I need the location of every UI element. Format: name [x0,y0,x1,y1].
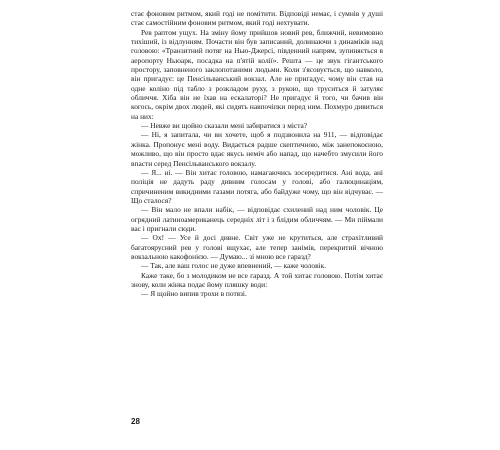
body-text [131,9,383,299]
paragraph: Каже таке, бо з молодиком не все гаразд. А той хитає головою. Потім хитає знову, коли жінка подає йому пляшку води: [131,270,383,289]
paragraph: — Ні, я запитала, чи ви хочете, щоб я подзвонила на 911, — відповідає жінка. Пропонує мені воду. Видається радше скептичною, між занепокоєною, можливо, що він просто вдає якусь неміч або напад, що начебто змусили його впасти серед Пенсільванського вокзалу. [131,130,383,168]
paragraph: Рев раптом ущух. На зміну йому прийшов новий рев, ближчий, невимовно тихіший, із відлунням. Почасти він був записаний, долинаючи з динаміків над головою: «Транзитний потяг на Нью-Джерсі, південний напрям, зупиняється в аеропорту Ньюарк, посадка на п'ятій колії». Решта — це звук гігантського простору, заповненого заклопотаними людьми. Коли з'ясовується, що навколо, він пригадує: це Пенсільванський вокзал. Але не пригадує, чому він став на одне коліно під табло з розкладом руху, з рукою, що труситься й затуляє обличчя. Хіба він не їхав на ескалаторі? Не пригадує й того, чи бачив він когось, окрім двох людей, які сидять навпочіпки перед ним. Похмуро дивиться на них: [131,27,383,121]
paragraph: — Невже ви щойно сказали мені забиратися з міста? [141,121,308,131]
paragraph: — Я щойно випив трохи в потязі. [141,289,247,299]
paragraph: — Ох! — Усе й досі дивне. Світ уже не крутиться, але страхітливий багатоярусний рев у голові вщухає, але тепер занімів, перекритий вічною вокзальною какофонією. — Думаю... зі мною все гаразд? [131,233,383,261]
paragraph: — Так, але ваш голос не дуже впевнений, — каже чоловік. [141,261,327,271]
paragraph: — Він мало не впали набік, — відповідає схилений над ним чоловік. Це огрядний латиноамериканець середніх літ і з блідим обличчям. — Ми піймали вас і пригнали сюди. [131,205,383,233]
page-number: 28 [131,417,140,426]
paragraph: — Я... ні. — Він хитає головою, намагаючись зосередитися. Ані вода, ані поліція не дадуть раду дивним голосам у голові, або галюцинаціям, спричиненим викидними газами потяга, або байдуже чому, що він відчуває. — Що сталося? [131,167,383,205]
paragraph: стає фоновим ритмом, який годі не помітити. Відповіді немає, і сумнів у душі стає самостійним фоновим ритмом, який годі нехтувати. [131,9,383,28]
